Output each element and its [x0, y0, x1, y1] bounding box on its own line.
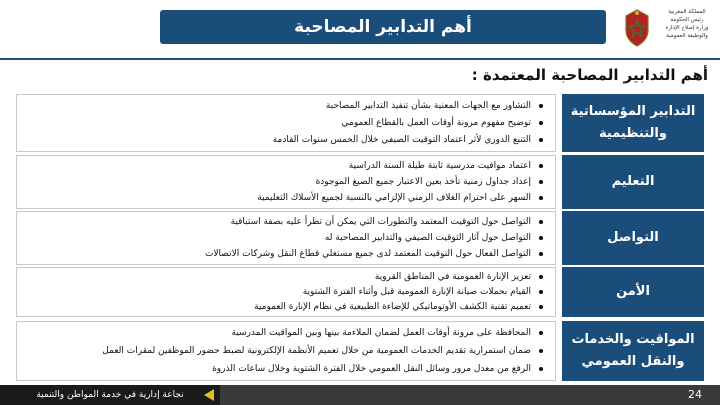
measures-list: [16, 267, 556, 317]
category-label: التدابير المؤسساتية والتنظيمية: [562, 94, 704, 152]
list-item: التواصل الفعال حول التوقيت المعتمد لدى جميع مستغلي قطاع النقل وشركات الاتصالات: [17, 247, 549, 261]
list-item: التواصل حول آثار التوقيت الصيفي والتدابير المصاحبة له: [17, 231, 549, 245]
measures-list: [16, 211, 556, 265]
list-item: تعزيز الإنارة العمومية في المناطق القروية: [17, 270, 549, 284]
list-item: اعتماد مواقيت مدرسية ثابتة طيلة السنة الدراسية: [17, 159, 549, 173]
footer-slogan-box: [0, 385, 220, 405]
category-label: الأمن: [562, 267, 704, 317]
list-item: الرفع من معدل مرور وسائل النقل العمومي خلال الفترة الشتوية وخلال ساعات الذروة: [17, 362, 549, 376]
measures-row-security: [16, 267, 704, 317]
ministry-label: المملكة المغربية رئيس الحكومة وزارة إصلاح الإدارة والوظيفة العمومية: [665, 9, 709, 39]
measures-list: [16, 155, 556, 209]
category-label: التواصل: [562, 211, 704, 265]
list-item: إعداد جداول زمنية تأخذ بعين الاعتبار جميع الصيغ الموجودة: [17, 175, 549, 189]
list-item: توضيح مفهوم مرونة أوقات العمل بالقطاع العمومي: [17, 116, 549, 130]
category-label: المواقيت والخدمات والنقل العمومي: [562, 321, 704, 381]
measures-row-timing-transport: [16, 321, 704, 381]
page-title: أهم التدابير المصاحبة: [294, 17, 472, 37]
measures-row-communication: [16, 211, 704, 265]
measures-row-education: [16, 155, 704, 209]
list-item: التتبع الدوري لأثر اعتماد التوقيت الصيفي خلال الخمس سنوات القادمة: [17, 133, 549, 147]
section-subtitle: أهم التدابير المصاحبة المعتمدة :: [471, 66, 708, 84]
footer-slogan: نجاعة إدارية في خدمة المواطن والتنمية: [36, 390, 184, 400]
title-banner: [160, 10, 606, 44]
list-item: القيام بحملات صيانة الإنارة العمومية قبل وأثناء الفترة الشتوية: [17, 285, 549, 299]
category-label: التعليم: [562, 155, 704, 209]
list-item: تعميم تقنية الكشف الأوتوماتيكي للإضاءة الطبيعية في نظام الإنارة العمومية: [17, 300, 549, 314]
list-item: التشاور مع الجهات المعنية بشأن تنفيذ التدابير المصاحبة: [17, 99, 549, 113]
list-item: المحافظة على مرونة أوقات العمل لضمان الملاءمة بينها وبين المواقيت المدرسية: [17, 326, 549, 340]
measures-list: [16, 321, 556, 381]
measures-row-institutional: [16, 94, 704, 152]
arrow-left-icon: [204, 389, 214, 401]
header-divider: [0, 58, 720, 60]
list-item: السهر على احترام الغلاف الزمني الإلزامي بالنسبة لجميع الأسلاك التعليمية: [17, 191, 549, 205]
list-item: ضمان استمرارية تقديم الخدمات العمومية من خلال تعميم الأنظمة الإلكترونية لضبط حضور الموظفين لمقرات العمل: [17, 344, 549, 358]
list-item: التواصل حول التوقيت المعتمد والتطورات التي يمكن أن تطرأ عليه بصفة استباقية: [17, 215, 549, 229]
measures-list: [16, 94, 556, 152]
coat-of-arms-icon: [622, 8, 652, 48]
page-number: 24: [688, 388, 702, 401]
